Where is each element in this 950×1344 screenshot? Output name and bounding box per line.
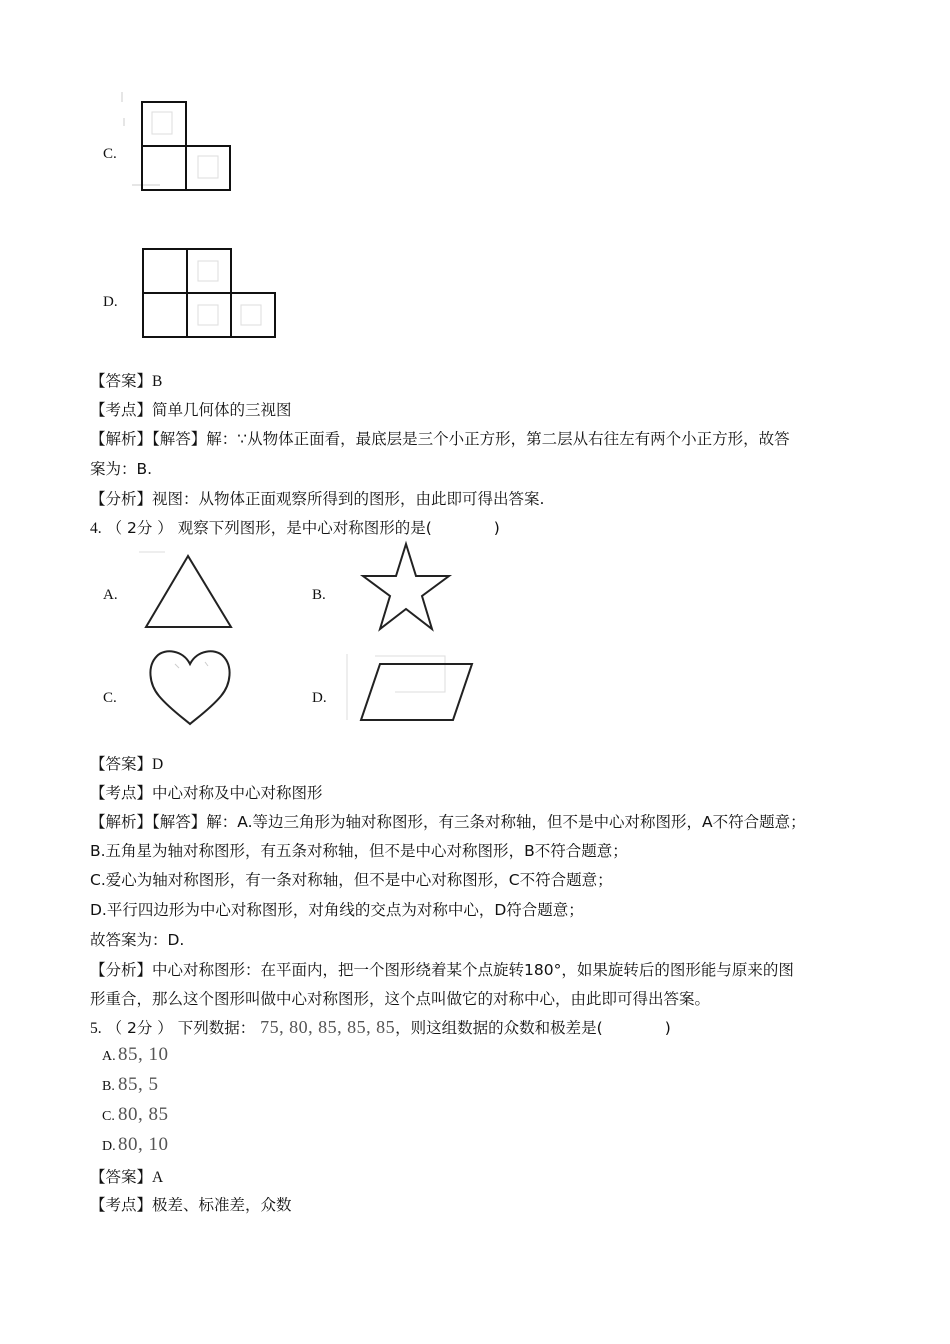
- q4-jiexi-line-3: C.爱心为轴对称图形，有一条对称轴，但不是中心对称图形，C不符合题意；: [90, 871, 613, 889]
- q5-option-d: [102, 1134, 169, 1156]
- answer-value: A: [152, 1169, 164, 1186]
- q5-stem-post: ，则这组数据的众数和极差是(: [395, 1019, 603, 1037]
- kaodian-value: 中心对称及中心对称图形: [152, 784, 323, 802]
- q5-stem-pre: 下列数据：: [177, 1019, 256, 1037]
- star-icon: [362, 540, 452, 635]
- answer-tag: 【答案】: [90, 372, 153, 390]
- q4-score: （ 2分 ）: [106, 519, 173, 537]
- q4-stem-close: ): [493, 519, 500, 537]
- option-letter: C.: [102, 1109, 115, 1124]
- answer-tag: 【答案】: [90, 1168, 153, 1186]
- q5-stem-close: ): [664, 1019, 671, 1037]
- answer-value: D: [152, 756, 164, 773]
- q5-kaodian-line: [90, 1194, 292, 1216]
- q4-kaodian-line: [90, 782, 323, 804]
- q4-jiexi-line-5: 故答案为：D.: [90, 931, 185, 949]
- q4-jiexi-line-4: D.平行四边形为中心对称图形，对角线的交点为对称中心，D符合题意；: [90, 901, 584, 919]
- option-c-label: C.: [103, 146, 117, 162]
- q5-stem: [90, 1016, 671, 1040]
- q4-jiexi-line-2: B.五角星为轴对称图形，有五条对称轴，但不是中心对称图形，B不符合题意；: [90, 842, 628, 860]
- q3-option-c-figure: [120, 90, 250, 195]
- q3-jiexi-line-1: 【解析】【解答】解：∵从物体正面看，最底层是三个小正方形，第二层从右往左有两个小正方形，故答: [90, 430, 790, 448]
- option-letter: A.: [102, 1049, 116, 1064]
- q5-answer-line: [90, 1166, 163, 1189]
- kaodian-value: 简单几何体的三视图: [152, 401, 292, 419]
- q4-option-c-label: C.: [103, 690, 117, 706]
- q4-option-d-label: D.: [312, 690, 327, 706]
- q5-option-a: [102, 1044, 169, 1066]
- option-value: 85, 10: [118, 1044, 169, 1065]
- q4-stem: [90, 517, 500, 540]
- q3-jiexi-line-2: 案为：B.: [90, 460, 153, 478]
- heart-icon: [145, 646, 235, 728]
- q4-option-b-label: B.: [312, 587, 326, 603]
- option-value: 85, 5: [118, 1074, 159, 1095]
- triangle-icon: [135, 550, 245, 632]
- option-value: 80, 85: [118, 1104, 169, 1125]
- q4-jiexi-line-1: 【解析】【解答】解：A.等边三角形为轴对称图形，有三条对称轴，但不是中心对称图形，A不符合题意；: [90, 813, 806, 831]
- q5-option-b: [102, 1074, 159, 1096]
- q5-option-c: [102, 1104, 169, 1126]
- q3-fenxi-line: 【分析】视图：从物体正面观察所得到的图形，由此即可得出答案.: [90, 490, 545, 508]
- option-value: 80, 10: [118, 1134, 169, 1155]
- q4-stem-text: 观察下列图形，是中心对称图形的是(: [177, 519, 432, 537]
- q5-data: 75, 80, 85, 85, 85: [260, 1017, 396, 1037]
- q3-answer-line: [90, 370, 162, 393]
- q4-fenxi-line-2: 形重合，那么这个图形叫做中心对称图形，这个点叫做它的对称中心，由此即可得出答案。: [90, 990, 711, 1008]
- q3-kaodian-line: [90, 399, 292, 421]
- kaodian-value: 极差、标准差，众数: [152, 1196, 292, 1214]
- parallelogram-icon: [345, 652, 480, 724]
- q4-answer-line: [90, 753, 163, 776]
- q5-number: 5.: [90, 1020, 102, 1037]
- kaodian-tag: 【考点】: [90, 784, 153, 802]
- q3-option-d-figure: [138, 245, 278, 343]
- option-d-label: D.: [103, 294, 118, 310]
- q5-score: （ 2分 ）: [106, 1019, 173, 1037]
- kaodian-tag: 【考点】: [90, 401, 153, 419]
- q4-option-a-label: A.: [103, 587, 118, 603]
- answer-tag: 【答案】: [90, 755, 153, 773]
- kaodian-tag: 【考点】: [90, 1196, 153, 1214]
- option-letter: B.: [102, 1079, 115, 1094]
- option-letter: D.: [102, 1139, 116, 1154]
- q4-fenxi-line-1: 【分析】中心对称图形：在平面内，把一个图形绕着某个点旋转180°，如果旋转后的图形能与原来的图: [90, 961, 794, 979]
- answer-value: B: [152, 373, 163, 390]
- q4-number: 4.: [90, 520, 102, 537]
